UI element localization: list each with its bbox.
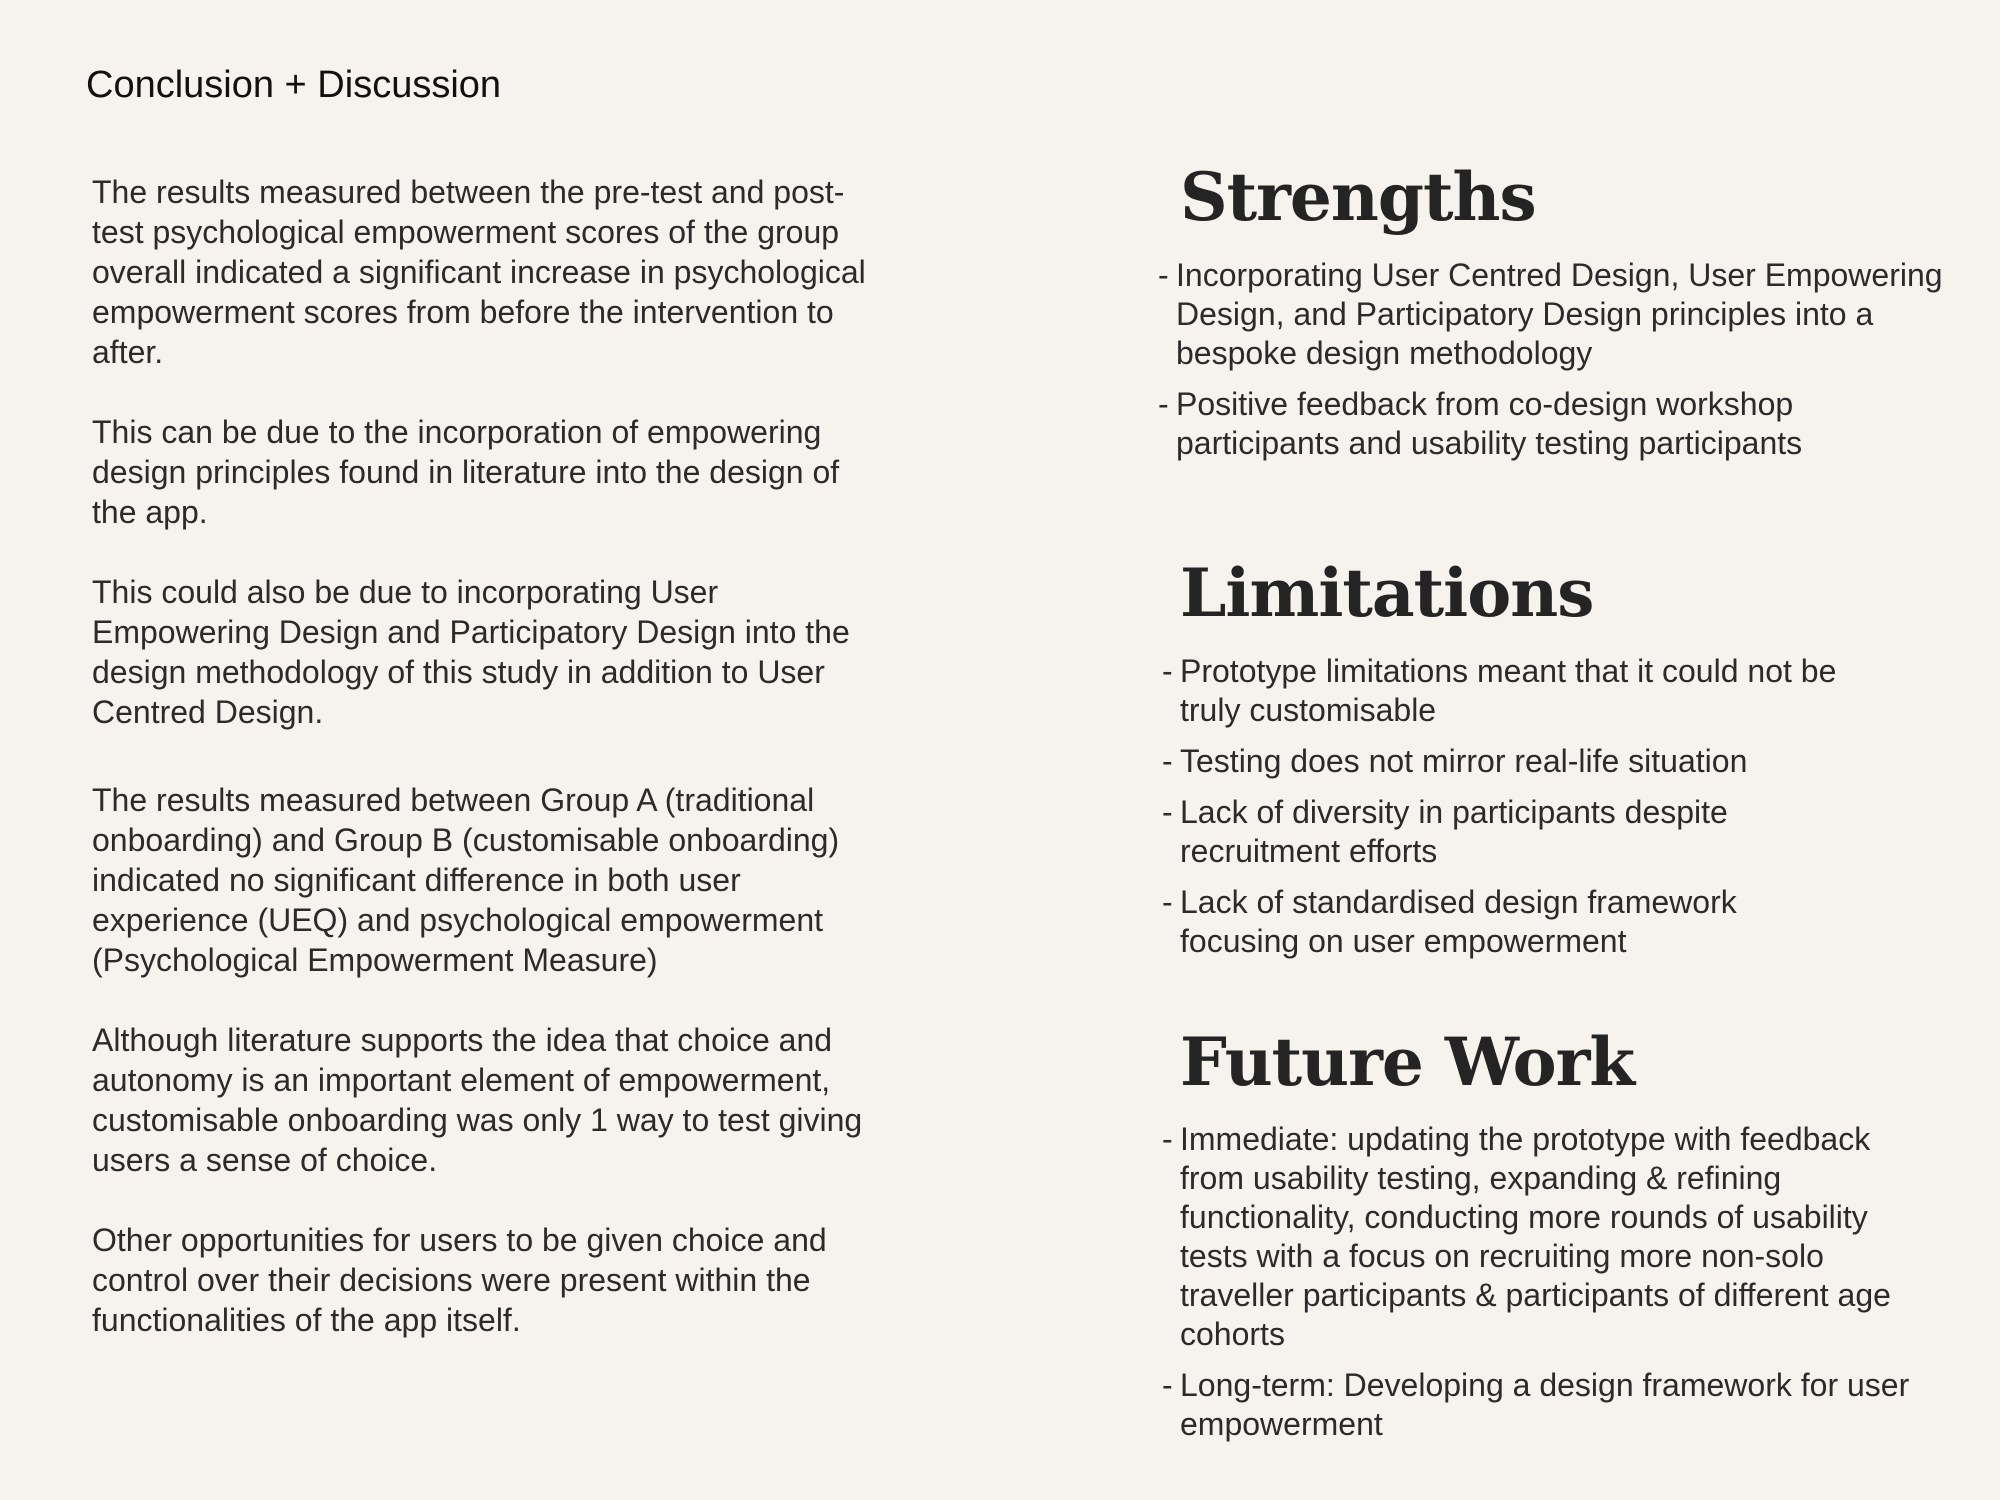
limitations-item: - Lack of diversity in participants despite recruitment efforts	[1162, 793, 1862, 871]
discussion-paragraph: The results measured between Group A (traditional onboarding) and Group B (customisable onboarding) indicated no significant difference in both user experience (UEQ) and psychological empowerment (Psychological Empowerment Measure)	[92, 782, 840, 978]
strengths-list	[1158, 256, 1958, 475]
limitations-item: - Prototype limitations meant that it could not be truly customisable	[1162, 652, 1862, 730]
strengths-item: - Incorporating User Centred Design, User Empowering Design, and Participatory Design principles into a bespoke design methodology	[1158, 256, 1958, 373]
future-work-item: - Immediate: updating the prototype with feedback from usability testing, expanding & refining functionality, conducting more rounds of usability tests with a focus on recruiting more non-solo traveller participants & participants of different age cohorts	[1162, 1120, 1942, 1354]
limitations-item: - Testing does not mirror real-life situation	[1162, 742, 1862, 781]
strengths-item: - Positive feedback from co-design workshop participants and usability testing participants	[1158, 385, 1958, 463]
limitations-list	[1162, 652, 1862, 973]
future-work-list	[1162, 1120, 1942, 1456]
discussion-paragraph: This can be due to the incorporation of empowering design principles found in literature into the design of the app.	[92, 414, 840, 530]
discussion-paragraph: Although literature supports the idea that choice and autonomy is an important element of empowerment, customisable onboarding was only 1 way to test giving users a sense of choice.	[92, 1022, 863, 1178]
discussion-paragraph: This could also be due to incorporating User Empowering Design and Participatory Design into the design methodology of this study in addition to User Centred Design.	[92, 574, 850, 730]
page-title: Conclusion + Discussion	[86, 64, 502, 106]
future-work-heading: Future Work	[1180, 1023, 1635, 1101]
limitations-heading: Limitations	[1180, 554, 1594, 632]
limitations-item: - Lack of standardised design framework focusing on user empowerment	[1162, 883, 1862, 961]
discussion-paragraph: The results measured between the pre-test and post-test psychological empowerment scores of the group overall indicated a significant increase in psychological empowerment scores from before the intervention to after.	[92, 174, 866, 370]
discussion-paragraph: Other opportunities for users to be given choice and control over their decisions were present within the functionalities of the app itself.	[92, 1222, 827, 1338]
future-work-item: - Long-term: Developing a design framework for user empowerment	[1162, 1366, 1942, 1444]
discussion-column	[92, 172, 892, 1380]
strengths-heading: Strengths	[1180, 158, 1536, 236]
